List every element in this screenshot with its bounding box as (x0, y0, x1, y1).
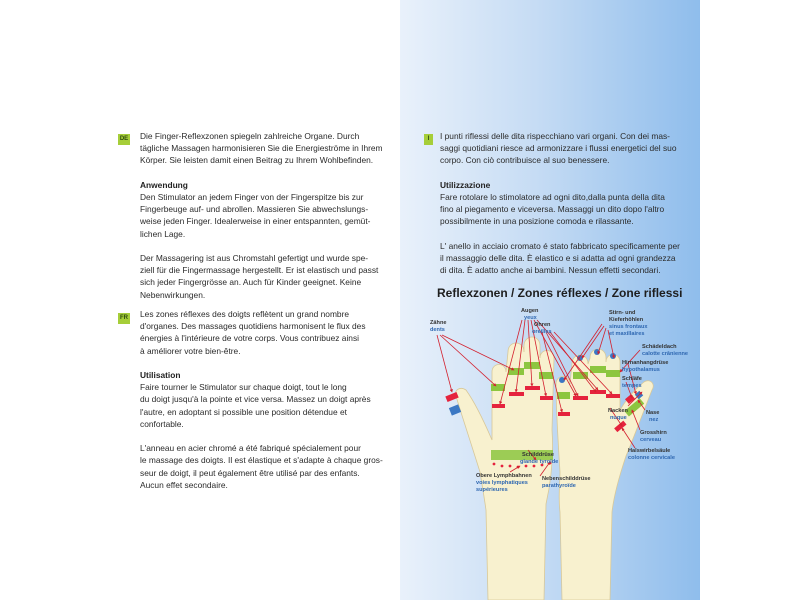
label-superieures: supérieures (476, 487, 508, 493)
label-dents: dents (430, 327, 445, 333)
label-schlaefe: Schläfe (622, 376, 642, 382)
language-tag-de: DE (118, 134, 130, 145)
fr-usage-line: Faire tourner le Stimulator sur chaque doigt, tout le long (140, 382, 347, 393)
label-sinus: sinus frontaux (609, 324, 648, 330)
language-tag-fr: FR (118, 313, 130, 324)
label-augen: Augen (521, 308, 539, 314)
language-tag-it: I (424, 134, 433, 145)
label-nebenschild: Nebenschilddrüse (542, 476, 591, 482)
fr-usage-line: du doigt jusqu'à la pointe et vice versa. Massez un doigt après (140, 394, 371, 405)
fr-material-line: le massage des doigts. Il est élastique et s'adapte à chaque gros- (140, 455, 383, 466)
fr-usage-line: confortable. (140, 418, 184, 429)
label-calotte: calotte crânienne (642, 351, 689, 357)
fr-intro-line: d'organes. Des massages quotidiens harmonisent le flux des (140, 321, 366, 332)
fr-heading: Utilisation (140, 370, 181, 380)
label-tyroide: glande tyroïde (520, 459, 559, 465)
label-schild: Schilddrüse (522, 452, 555, 458)
text-block-fr (140, 308, 383, 491)
label-nuque: nuque (610, 415, 627, 421)
label-tempes: tempes (622, 383, 642, 389)
label-oreilles: oreilles (532, 329, 552, 335)
de-material-line: ziell für die Fingermassage hergestellt. Er ist elastisch und passt (140, 265, 379, 276)
it-usage-line: Fare rotolare lo stimolatore ad ogni dito,dalla punta della dita (440, 192, 665, 202)
de-material-line: Der Massagering ist aus Chromstahl gefertigt und wurde spe- (140, 253, 369, 263)
label-lymph: Obere Lymphbahnen (476, 473, 532, 479)
fr-intro-line: Les zones réflexes des doigts reflètent un grand nombre (140, 309, 350, 319)
de-intro-line: Körper. Sie leisten damit einen Beitrag zu Ihrem Wohlbefinden. (140, 155, 374, 166)
label-ohren: Ohren (534, 322, 551, 328)
fr-material-line: seur de doigt, il peut également être utilisé par des enfants. (140, 467, 360, 478)
label-cerveau: cerveau (640, 437, 662, 443)
de-usage-line: weise jeden Finger. Idealerweise in einer entspannten, gemüt- (140, 216, 371, 227)
label-schaedeldach: Schädeldach (642, 344, 677, 350)
label-maxillaires: et maxillaires (609, 331, 645, 337)
it-intro-line: corpo. Con ciò contribuisce al suo benessere. (440, 155, 610, 166)
label-hypothalamus: hypothalamus (622, 367, 660, 373)
text-block-de (140, 130, 383, 301)
de-usage-line: Fingerbeuge auf- und abrollen. Massieren Sie abwechslungs- (140, 204, 369, 215)
text-block-it (440, 130, 680, 276)
it-material-line: il massaggio delle dita. È elastico e si adatta ad ogni grandezza (440, 253, 676, 263)
it-material-line: L' anello in acciaio cromato é stato fabbricato specificamente per (440, 240, 680, 251)
label-hirnanhang: Hirnanhangdrüse (622, 360, 669, 366)
label-zaehne: Zähne (430, 320, 447, 326)
de-intro-line: Die Finger-Reflexzonen spiegeln zahlreiche Organe. Durch (140, 131, 360, 141)
label-grosshirn: Grosshirn (640, 430, 667, 436)
it-intro-line: I punti riflessi delle dita rispecchiano vari organi. Con dei mas- (440, 131, 670, 141)
label-nacken: Nacken (608, 408, 628, 414)
fr-usage-line: l'autre, en adoptant si possible une position détendue et (140, 406, 347, 417)
label-parathyroide: parathyroïde (542, 483, 576, 489)
diagram-title: Reflexzonen / Zones réflexes / Zone riflessi (437, 286, 683, 300)
it-intro-line: saggi quotidiani riesce ad armonizzare i flussi energetici del suo (440, 143, 677, 154)
left-hand (445, 337, 554, 600)
fr-intro-line: à améliorer votre bien-être. (140, 345, 241, 356)
it-usage-line: possibilmente in una posizione comoda e rilassante. (440, 216, 634, 227)
label-yeux: yeux (524, 315, 537, 321)
label-stirn: Stirn- und (609, 310, 636, 316)
label-voies: voies lymphatiques (476, 480, 528, 486)
label-nez: nez (649, 417, 659, 423)
de-material-line: Nebenwirkungen. (140, 289, 206, 300)
label-halswirbel: Halswirbelsäule (628, 448, 671, 454)
hand-reflex-diagram (400, 300, 700, 600)
fr-intro-line: énergies à l'intérieure de votre corps. Vous contribuez ainsi (140, 333, 360, 344)
de-usage-line: lichen Lage. (140, 228, 186, 239)
label-nase: Nase (646, 410, 660, 416)
outer-margin (700, 0, 800, 600)
it-material-line: di dita. È adatto anche ai bambini. Nessun effetti secondari. (440, 265, 661, 276)
de-heading: Anwendung (140, 179, 188, 190)
de-usage-line: Den Stimulator an jedem Finger von der Fingerspitze bis zur (140, 192, 364, 202)
label-kieferhoehlen: Kieferhöhlen (609, 317, 644, 323)
it-heading: Utilizzazione (440, 179, 491, 190)
de-intro-line: tägliche Massagen harmonisieren Sie die Energieströme in Ihrem (140, 143, 383, 154)
it-usage-line: fino al piegamento e viceversa. Massaggi un dito dopo l'altro (440, 204, 665, 215)
label-cervicale: colonne cervicale (628, 455, 675, 461)
fr-material-line: Aucun effet secondaire. (140, 479, 228, 490)
de-material-line: sich jeder Fingergrösse an. Auch für Kinder geeignet. Keine (140, 277, 362, 288)
fr-material-line: L'anneau en acier chromé a été fabriqué spécialement pour (140, 443, 361, 454)
